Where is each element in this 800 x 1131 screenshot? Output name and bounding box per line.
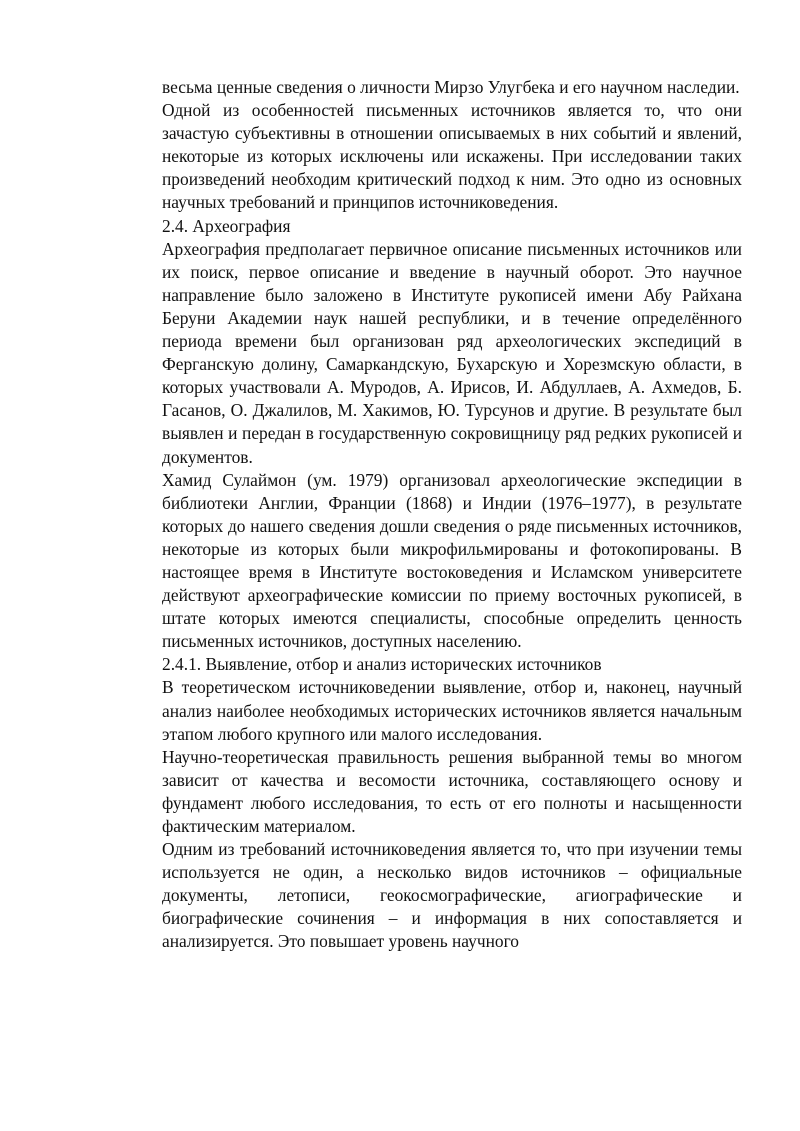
paragraph-archeography-definition: Археография предполагает первичное описание письменных источников или их поиск, первое описание и введение в научный оборот. Это научное направление было заложено в Институте рукописей имени Абу Райхана Беруни Академии наук нашей республики, и в течение определённого периода времени был организован ряд археологических экспедиций в Ферганскую долину, Самаркандскую, Бухарскую и Хорезмскую области, в которых участвовали А. Муродов, А. Ирисов, И. Абдуллаев, А. Ахмедов, Б. Гасанов, О. Джалилов, М. Хакимов, Ю. Турсунов и другие. В результате был выявлен и передан в государственную сокровищницу ряд редких рукописей и документов. [162, 238, 742, 467]
heading-identification-selection: 2.4.1. Выявление, отбор и анализ исторических источников [162, 654, 602, 675]
paragraph-initial-stage: В теоретическом источниковедении выявление, отбор и, наконец, научный анализ наиболее необходимых исторических источников является начальным этапом любого крупного или малого исследования. [162, 677, 742, 744]
heading-archeography: 2.4. Археография [162, 215, 291, 236]
paragraph-subjectivity: Одной из особенностей письменных источников является то, что они зачастую субъективны в отношении описываемых в них событий и явлений, некоторые из которых исключены или искажены. При исследовании таких произведений необходим критический подход к ним. Это одно из основных научных требований и принципов источниковедения. [162, 100, 742, 213]
paragraph-hamid-sulaymon: Хамид Сулаймон (ум. 1979) организовал археологические экспедиции в библиотеки Англии, Франции (1868) и Индии (1976–1977), в результате которых до нашего сведения дошли сведения о ряде письменных источников, некоторые из которых были микрофильмированы и фотокопированы. В настоящее время в Институте востоковедения и Исламском университете действуют археографические комиссии по приему восточных рукописей, в штате которых имеются специалисты, способные определить ценность письменных источников, доступных населению. [162, 469, 742, 652]
paragraph-scientific-correctness: Научно-теоретическая правильность решения выбранной темы во многом зависит от качества и весомости источника, составляющего основу и фундамент любого исследования, то есть от его полноты и насыщенности фактическим материалом. [162, 746, 742, 836]
document-page [162, 76, 742, 954]
paragraph-ulugbek-heritage: весьма ценные сведения о личности Мирзо Улугбека и его научном наследии. [162, 77, 740, 97]
paragraph-multiple-sources: Одним из требований источниковедения является то, что при изучении темы используется не один, а несколько видов источников – официальные документы, летописи, геокосмографические, агиографические и биографические сочинения – и информация в них сопоставляется и анализируется. Это повышает уровень научного [162, 839, 742, 952]
